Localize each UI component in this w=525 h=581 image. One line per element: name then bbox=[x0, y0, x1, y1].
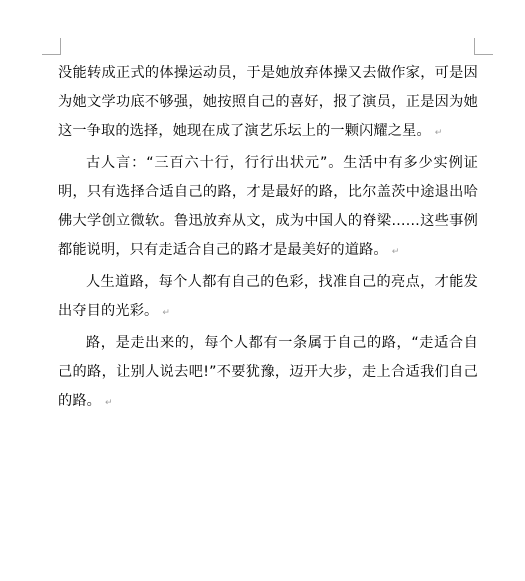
paragraph-mark-icon: ↵ bbox=[105, 398, 113, 408]
top-left-margin-marker bbox=[42, 38, 61, 55]
paragraph-mark-icon: ↵ bbox=[391, 247, 400, 257]
paragraph-1-text: 没能转成正式的体操运动员，于是她放弃体操又去做作家，可是因为她文学功底不够强，她按照自己的喜好，报了演员，正是因为她这一争取的选择，她现在成了演艺乐坛上的一颗闪耀之星。 bbox=[58, 65, 478, 139]
top-right-margin-marker bbox=[474, 38, 493, 55]
paragraph-1 bbox=[58, 59, 478, 148]
paragraph-2-text: 古人言：“三百六十行，行行出状元”。生活中有多少实例证明，只有选择合适自己的路，才是最好的路，比尔盖茨中途退出哈佛大学创立微软。鲁迅放弃从文，成为中国人的脊梁……这些事例都能说明，只有走适合自己的路才是最美好的道路。 bbox=[58, 155, 478, 258]
paragraph-3-text: 人生道路，每个人都有自己的色彩，找准自己的亮点，才能发出夺目的光彩。 bbox=[58, 274, 478, 319]
paragraph-3 bbox=[58, 268, 478, 328]
paragraph-mark-icon: ↵ bbox=[162, 308, 171, 318]
paragraph-4-text: 路，是走出来的，每个人都有一条属于自己的路，“走适合自己的路，让别人说去吧!”不要犹豫，迈开大步，走上合适我们自己的路。 bbox=[58, 335, 478, 409]
paragraph-2 bbox=[58, 149, 478, 267]
document-body[interactable] bbox=[58, 59, 478, 419]
paragraph-4 bbox=[58, 329, 478, 418]
paragraph-mark-icon: ↵ bbox=[434, 128, 443, 138]
